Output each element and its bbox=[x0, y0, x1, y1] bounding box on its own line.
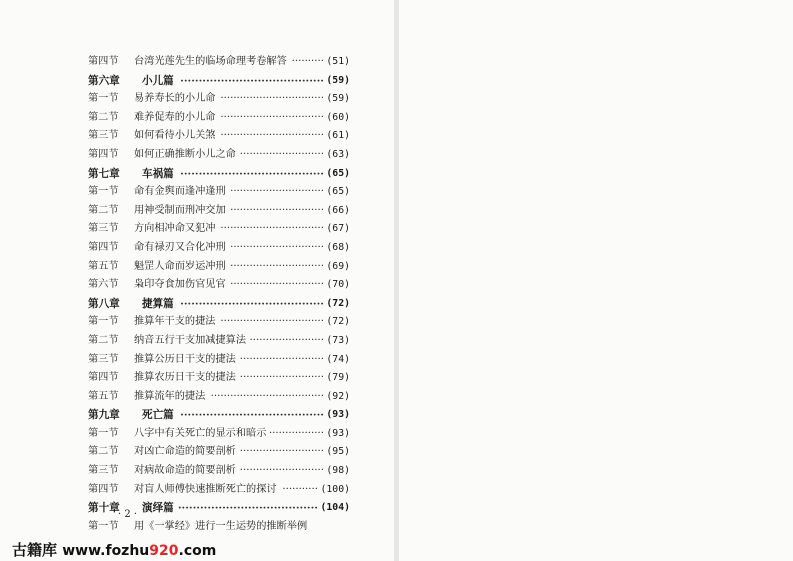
toc-entry-title: 对盲人师傅快速推断死亡的探讨 bbox=[134, 483, 277, 495]
toc-entry-title: 车祸篇 bbox=[142, 167, 174, 180]
toc-section-number: 第六章 bbox=[88, 74, 120, 87]
toc-leader-dots: ······················· bbox=[249, 334, 324, 346]
toc-section-row bbox=[88, 53, 350, 72]
toc-section-number: 第五节 bbox=[88, 390, 119, 402]
toc-section-number: 第一节 bbox=[88, 427, 119, 439]
toc-page-number: (61) bbox=[326, 130, 350, 142]
left-page bbox=[0, 0, 394, 561]
toc-section-number: 第三节 bbox=[88, 223, 119, 235]
toc-section-row bbox=[88, 388, 350, 407]
toc-section-number: 第三节 bbox=[88, 465, 119, 477]
toc-leader-dots: ······································· bbox=[180, 409, 324, 422]
toc-page-number: (95) bbox=[326, 446, 350, 458]
toc-entry-title: 难养促寿的小儿命 bbox=[134, 111, 216, 123]
toc-leader-dots: ······································ bbox=[177, 502, 318, 515]
toc-leader-dots: ·························· bbox=[239, 446, 324, 458]
toc-page-number: (104) bbox=[320, 502, 350, 514]
toc-section-number: 第四节 bbox=[88, 56, 119, 67]
toc-section-number: 第二节 bbox=[88, 334, 119, 346]
toc-leader-dots: ·························· bbox=[239, 465, 324, 477]
right-page bbox=[399, 0, 793, 561]
toc-page-number: (59) bbox=[326, 74, 350, 86]
toc-section-row bbox=[88, 127, 350, 146]
toc-page-number: (74) bbox=[326, 353, 350, 365]
toc-entry-title: 如何正确推断小儿之命 bbox=[134, 148, 236, 160]
toc-section-row bbox=[88, 220, 350, 239]
toc-entry-title: 八字中有关死亡的显示和暗示 bbox=[134, 427, 267, 439]
toc-section-row bbox=[88, 351, 350, 370]
toc-entry-title: 演绎篇 bbox=[142, 502, 174, 515]
toc-section-number: 第一节 bbox=[88, 316, 119, 328]
toc-section-row bbox=[88, 183, 350, 202]
toc-page-number: (73) bbox=[326, 334, 350, 346]
toc-page-number: (93) bbox=[326, 427, 350, 439]
watermark-site-name: 古籍库 bbox=[12, 541, 58, 559]
toc-section-number: 第三节 bbox=[88, 353, 119, 365]
toc-entry-title: 如何看待小儿关煞 bbox=[134, 130, 216, 142]
toc-section-row bbox=[88, 90, 350, 109]
toc-entry-title: 推算公历日干支的捷法 bbox=[134, 353, 236, 365]
toc-section-number: 第九章 bbox=[88, 409, 120, 422]
toc-leader-dots: ·························· bbox=[239, 148, 324, 160]
toc-entry-title: 小儿篇 bbox=[142, 74, 174, 87]
toc-leader-dots: ····························· bbox=[230, 241, 324, 253]
toc-entry-title: 命有禄刃又合化冲刑 bbox=[134, 241, 226, 253]
toc-section-row bbox=[88, 146, 350, 165]
toc-page-number: (67) bbox=[326, 223, 350, 235]
toc-page-number: (66) bbox=[326, 204, 350, 216]
toc-chapter-row bbox=[88, 295, 350, 314]
toc-section-number: 第二节 bbox=[88, 111, 119, 123]
toc-entry-title: 纳音五行干支加减捷算法 bbox=[134, 334, 247, 346]
toc-leader-dots: ······································· bbox=[180, 74, 324, 87]
toc-entry-title: 对凶亡命造的简要剖析 bbox=[134, 446, 236, 458]
toc-section-row bbox=[88, 276, 350, 295]
toc-leader-dots: ······································· bbox=[180, 297, 324, 310]
page-number-left: · 2 · bbox=[118, 509, 138, 520]
toc-page-number: (93) bbox=[326, 409, 350, 421]
toc-section-row bbox=[88, 443, 350, 462]
toc-section-number: 第五节 bbox=[88, 260, 119, 272]
toc-page-number: (92) bbox=[326, 390, 350, 402]
watermark-url-prefix: www.fozhu bbox=[62, 543, 150, 559]
toc-leader-dots: ································ bbox=[220, 316, 324, 328]
toc-section-number: 第四节 bbox=[88, 483, 119, 495]
toc-section-row bbox=[88, 425, 350, 444]
toc-section-row bbox=[88, 239, 350, 258]
toc-page-number: (98) bbox=[326, 465, 350, 477]
toc-page-number: (59) bbox=[326, 93, 350, 105]
toc-entry-title: 枭印夺食加伤官见官 bbox=[134, 279, 226, 291]
toc-section-number: 第三节 bbox=[88, 130, 119, 142]
toc-leader-dots: ······································· bbox=[180, 167, 324, 180]
toc-section-row bbox=[88, 518, 350, 537]
toc-leader-dots: ··········· bbox=[282, 483, 318, 495]
watermark bbox=[12, 539, 216, 560]
toc-chapter-row bbox=[88, 165, 350, 184]
toc-section-number: 第七章 bbox=[88, 167, 120, 180]
toc-entry-title: 台湾光莲先生的临场命理考卷解答 bbox=[134, 56, 287, 67]
toc-page-number: (69) bbox=[326, 260, 350, 272]
toc-section-row bbox=[88, 369, 350, 388]
watermark-url-suffix: .com bbox=[178, 543, 217, 559]
toc-page-number: (100) bbox=[320, 483, 350, 495]
toc-leader-dots: ····························· bbox=[230, 260, 324, 272]
toc-page-number: (72) bbox=[326, 297, 350, 309]
watermark-url-accent: 920 bbox=[149, 543, 179, 559]
toc-page-number: (65) bbox=[326, 186, 350, 198]
toc-page-number: (65) bbox=[326, 167, 350, 179]
toc-page-number: (68) bbox=[326, 241, 350, 253]
toc-section-number: 第一节 bbox=[88, 186, 119, 198]
toc-section-row bbox=[88, 313, 350, 332]
toc-leader-dots: ····························· bbox=[230, 204, 324, 216]
toc-entry-title: 推算农历日干支的捷法 bbox=[134, 372, 236, 384]
toc-leader-dots: ································ bbox=[220, 111, 324, 123]
toc-entry-title: 易养寿长的小儿命 bbox=[134, 93, 216, 105]
toc-entry-title: 推算流年的捷法 bbox=[134, 390, 206, 402]
toc-left-column bbox=[88, 53, 350, 536]
toc-leader-dots: ·························· bbox=[239, 372, 324, 384]
toc-section-number: 第四节 bbox=[88, 372, 119, 384]
toc-section-number: 第六节 bbox=[88, 279, 119, 291]
toc-entry-title: 死亡篇 bbox=[142, 409, 174, 422]
toc-section-row bbox=[88, 462, 350, 481]
toc-page-number: (79) bbox=[326, 372, 350, 384]
toc-section-number: 第一节 bbox=[88, 520, 119, 532]
toc-section-row bbox=[88, 109, 350, 128]
watermark-url bbox=[62, 543, 216, 559]
toc-page-number: (70) bbox=[326, 279, 350, 291]
toc-section-number: 第四节 bbox=[88, 148, 119, 160]
toc-leader-dots: ····························· bbox=[230, 186, 324, 198]
toc-page-number: (60) bbox=[326, 111, 350, 123]
toc-section-number: 第四节 bbox=[88, 241, 119, 253]
toc-chapter-row bbox=[88, 406, 350, 425]
toc-leader-dots: ··································· bbox=[210, 390, 324, 402]
toc-entry-title: 魁罡人命而岁运冲刑 bbox=[134, 260, 226, 272]
toc-leader-dots: ································ bbox=[220, 223, 324, 235]
toc-section-row bbox=[88, 481, 350, 500]
toc-leader-dots: ································ bbox=[220, 93, 324, 105]
toc-entry-title: 用《一掌经》进行一生运势的推断举例 bbox=[134, 520, 308, 532]
toc-entry-title: 对病故命造的简要剖析 bbox=[134, 465, 236, 477]
toc-section-number: 第二节 bbox=[88, 204, 119, 216]
toc-section-number: 第一节 bbox=[88, 93, 119, 105]
toc-leader-dots: ····························· bbox=[230, 279, 324, 291]
toc-leader-dots: ·························· bbox=[239, 353, 324, 365]
toc-section-number: 第二节 bbox=[88, 446, 119, 458]
toc-entry-title: 方向相冲命又犯冲 bbox=[134, 223, 216, 235]
toc-section-number: 第八章 bbox=[88, 297, 120, 310]
toc-section-row bbox=[88, 202, 350, 221]
toc-section-row bbox=[88, 332, 350, 351]
toc-entry-title: 命有金舆而逢冲逢刑 bbox=[134, 186, 226, 198]
toc-leader-dots: ················· bbox=[268, 427, 324, 439]
toc-section-number: 第十章 bbox=[88, 502, 120, 515]
toc-entry-title: 捷算篇 bbox=[142, 297, 174, 310]
toc-page-number: (51) bbox=[326, 56, 350, 67]
toc-leader-dots: ·········· bbox=[291, 56, 324, 67]
toc-entry-title: 推算年干支的捷法 bbox=[134, 316, 216, 328]
toc-section-row bbox=[88, 258, 350, 277]
toc-page-number: (63) bbox=[326, 148, 350, 160]
toc-page-number: (72) bbox=[326, 316, 350, 328]
toc-entry-title: 用神受制而刑冲交加 bbox=[134, 204, 226, 216]
toc-leader-dots: ································ bbox=[220, 130, 324, 142]
toc-chapter-row bbox=[88, 72, 350, 91]
